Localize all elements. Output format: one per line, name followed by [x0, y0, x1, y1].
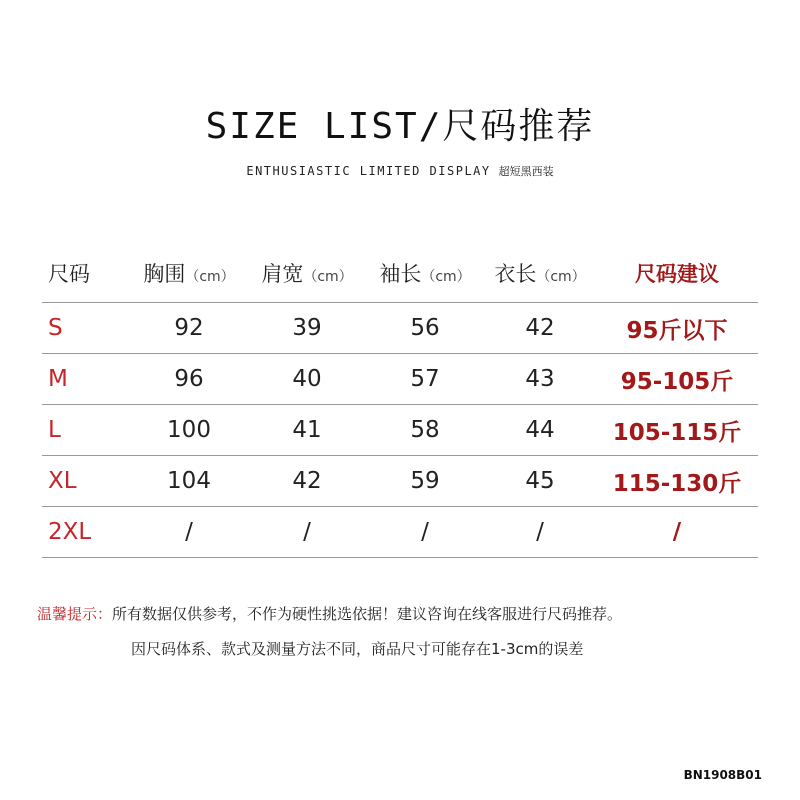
size-table [42, 244, 758, 558]
length-value: 43 [484, 354, 596, 405]
shoulder-value: 39 [248, 303, 366, 354]
shoulder-value: 42 [248, 456, 366, 507]
tip-line-1 [37, 603, 622, 624]
table-row [42, 303, 758, 354]
shoulder-value: / [248, 507, 366, 558]
size-label: 2XL [42, 507, 130, 558]
chest-value: 104 [130, 456, 248, 507]
sleeve-value: / [366, 507, 484, 558]
header-chest: 胸围（cm） [130, 244, 248, 303]
header-size: 尺码 [42, 244, 130, 303]
length-value: 42 [484, 303, 596, 354]
header-sleeve: 袖长（cm） [366, 244, 484, 303]
header-shoulder: 肩宽（cm） [248, 244, 366, 303]
length-value: 44 [484, 405, 596, 456]
weight-recommendation: 115-130斤 [596, 456, 758, 507]
shoulder-value: 41 [248, 405, 366, 456]
table-row [42, 354, 758, 405]
size-label: L [42, 405, 130, 456]
page-title: SIZE LIST/尺码推荐 [205, 106, 595, 147]
header-recommendation: 尺码建议 [596, 244, 758, 303]
table-row [42, 507, 758, 558]
chest-value: 96 [130, 354, 248, 405]
subtitle [0, 163, 800, 179]
header-length: 衣长（cm） [484, 244, 596, 303]
chest-value: / [130, 507, 248, 558]
sleeve-value: 57 [366, 354, 484, 405]
length-value: / [484, 507, 596, 558]
sleeve-value: 59 [366, 456, 484, 507]
weight-recommendation: 95-105斤 [596, 354, 758, 405]
tip-text-1: 所有数据仅供参考，不作为硬性挑选依据！建议咨询在线客服进行尺码推荐。 [112, 605, 623, 623]
size-label: XL [42, 456, 130, 507]
size-table-header-row [42, 244, 758, 303]
subtitle-cn: 超短黑西装 [498, 165, 554, 178]
table-row [42, 405, 758, 456]
length-value: 45 [484, 456, 596, 507]
product-code: BN1908B01 [683, 768, 762, 782]
tip-label: 温馨提示： [37, 605, 113, 623]
weight-recommendation: / [596, 507, 758, 558]
table-row [42, 456, 758, 507]
weight-recommendation: 105-115斤 [596, 405, 758, 456]
size-label: S [42, 303, 130, 354]
sleeve-value: 58 [366, 405, 484, 456]
sleeve-value: 56 [366, 303, 484, 354]
chest-value: 92 [130, 303, 248, 354]
shoulder-value: 40 [248, 354, 366, 405]
size-label: M [42, 354, 130, 405]
weight-recommendation: 95斤以下 [596, 303, 758, 354]
chest-value: 100 [130, 405, 248, 456]
tip-line-2: 因尺码体系、款式及测量方法不同，商品尺寸可能存在1-3cm的误差 [131, 640, 584, 658]
subtitle-en: ENTHUSIASTIC LIMITED DISPLAY [246, 164, 491, 178]
